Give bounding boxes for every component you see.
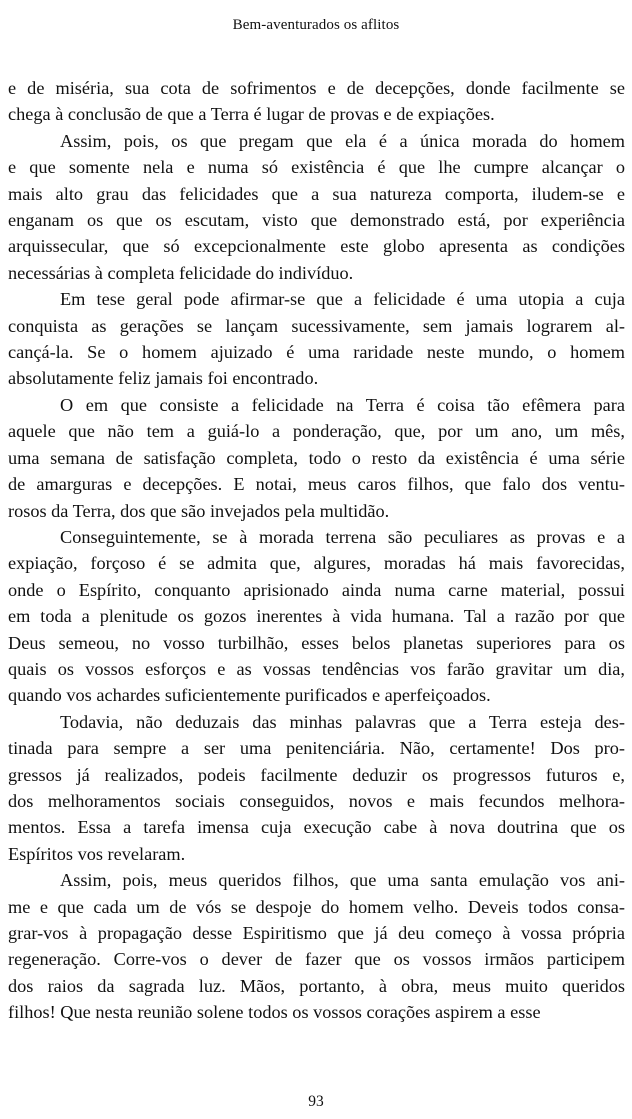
text-line: e de miséria, sua cota de sofrimentos e de decepções, donde facilmente se: [8, 78, 625, 98]
text-line: onde o Espírito, conquanto aprisionado ainda numa carne material, possui: [8, 579, 625, 600]
text-line: Espíritos vos revelaram.: [8, 843, 186, 864]
paragraph: [8, 392, 625, 524]
text-line: chega à conclusão de que a Terra é lugar de provas e de expiações.: [8, 104, 495, 125]
text-line: enganam os que os escutam, visto que demonstrado está, por experiência: [8, 210, 625, 231]
text-line: conquista as gerações se lançam sucessivamente, sem jamais lograrem al-: [8, 315, 625, 336]
text-line: filhos! Que nesta reunião solene todos os vossos corações aspirem a esse: [8, 1002, 541, 1023]
page-number: 93: [308, 1093, 324, 1110]
text-line: Assim, pois, os que pregam que ela é a única morada do homem: [60, 130, 625, 151]
paragraph: [8, 867, 625, 1025]
paragraph: [8, 75, 625, 128]
text-line: de amarguras e decepções. E notai, meus caros filhos, que falo dos ventu-: [8, 474, 625, 495]
text-line: quando vos achardes suficientemente purificados e aperfeiçoados.: [8, 685, 491, 706]
text-line: cançá-la. Se o homem ajuizado é uma raridade neste mundo, o homem: [8, 342, 625, 363]
paragraph: [8, 128, 625, 286]
text-line: em toda a plenitude os gozos inerentes à vida humana. Tal a razão por que: [8, 606, 625, 627]
text-line: grar-vos à propagação desse Espiritismo que já deu começo à vossa própria: [8, 923, 625, 943]
text-line: uma semana de satisfação completa, todo o resto da existência é uma série: [8, 447, 625, 468]
text-line: Assim, pois, meus queridos filhos, que uma santa emulação vos ani-: [60, 870, 625, 891]
running-header: Bem-aventurados os aflitos: [232, 17, 400, 33]
paragraph: [8, 524, 625, 709]
text-line: quais os vossos esforços e as vossas tendências vos farão gravitar um dia,: [8, 658, 625, 679]
text-line: expiação, forçoso é se admita que, algures, moradas há mais favorecidas,: [8, 553, 625, 574]
paragraph: [8, 286, 625, 392]
text-line: gressos já realizados, podeis facilmente deduzir os progressos futuros e,: [8, 764, 625, 785]
body-text: [8, 75, 625, 1026]
text-line: Em tese geral pode afirmar-se que a felicidade é uma utopia a cuja: [60, 289, 625, 310]
text-line: Conseguintemente, se à morada terrena são peculiares as provas e a: [60, 526, 625, 547]
text-line: arquissecular, que só excepcionalmente este globo apresenta as condições: [8, 236, 625, 257]
text-line: aquele que não tem a guiá-lo a ponderação, que, por um ano, um mês,: [8, 421, 625, 442]
text-line: dos melhoramentos sociais conseguidos, novos e mais fecundos melhora-: [8, 790, 625, 811]
text-line: Todavia, não deduzais das minhas palavras que a Terra esteja des-: [60, 711, 625, 732]
text-line: mais alto grau das felicidades que a sua natureza comporta, iludem-se e: [8, 183, 625, 204]
text-line: absolutamente feliz jamais foi encontrado.: [8, 368, 319, 389]
text-line: me e que cada um de vós se despoje do homem velho. Deveis todos consa-: [8, 896, 625, 917]
paragraph: [8, 709, 625, 867]
text-line: tinada para sempre a ser uma penitenciária. Não, certamente! Dos pro-: [8, 738, 625, 759]
text-line: rosos da Terra, dos que são invejados pela multidão.: [8, 500, 390, 521]
text-line: necessárias à completa felicidade do indivíduo.: [8, 262, 354, 283]
text-line: O em que consiste a felicidade na Terra é coisa tão efêmera para: [60, 394, 625, 415]
text-line: e que somente nela e numa só existência é que lhe cumpre alcançar o: [8, 157, 625, 178]
text-line: dos raios da sagrada luz. Mãos, portanto, à obra, meus muito queridos: [8, 975, 625, 996]
text-line: regeneração. Corre-vos o dever de fazer que os vossos irmãos participem: [8, 949, 625, 970]
text-line: mentos. Essa a tarefa imensa cuja execução cabe à nova doutrina que os: [8, 817, 625, 838]
text-line: Deus semeou, no vosso turbilhão, esses belos planetas superiores para os: [8, 632, 625, 653]
